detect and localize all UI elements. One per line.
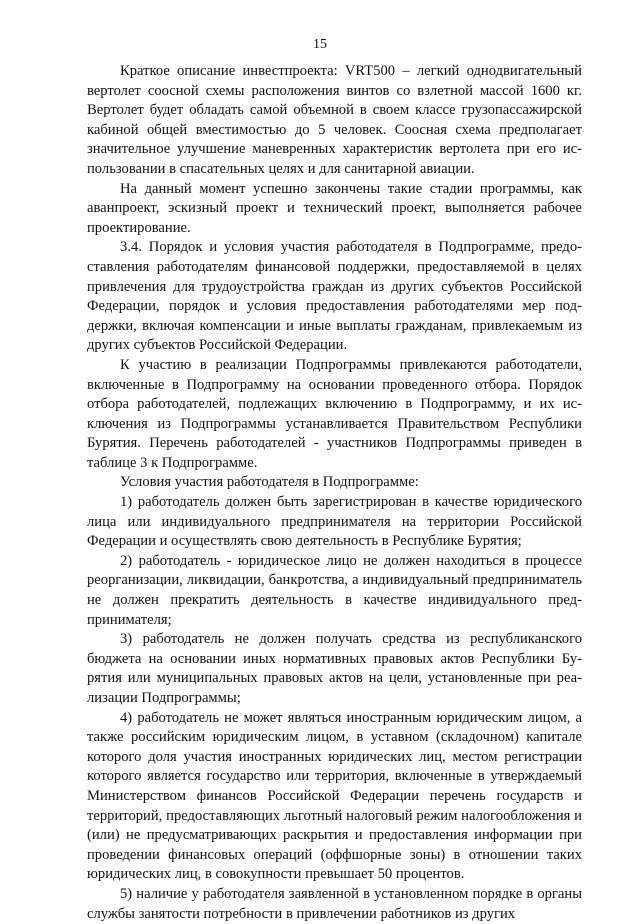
- paragraph-section-3-4: 3.4. Порядок и условия участия работодателя в Подпрограмме, предоставления работодателям финансовой поддержки, предоставляемой в целях привлечения для трудоустройства граждан из других субъектов Российской Федерации, порядок и условия предоставления работодателями мер поддержки, включая компенсации и иные выплаты гражданам, привлекаемым из других субъектов Российской Федерации.: [87, 239, 582, 354]
- paragraph-conditions-heading: Условия участия работодателя в Подпрограмме:: [120, 474, 419, 491]
- paragraph-project-description: Краткое описание инвестпроекта: VRT500 – легкий однодвигательный вертолет соосной схемы расположения винтов со взлетной массой 1600 кг. Вертолет будет обладать самой объемной в своем классе грузопассажирской кабиной общей вместимостью до 5 человек. Соосная схема предполагает значительное улучшение маневренных характеристик вертолета при его использовании в спасательных целях и для санитарной авиации.: [87, 63, 582, 177]
- paragraph-participation: К участию в реализации Подпрограммы привлекаются работодатели, включенные в Подпрограмму на основании проведенного отбора. Порядок отбора работодателей, подлежащих включению в Подпрограмму, и их исключения из Подпрограммы устанавливается Правительством Республики Бурятия. Перечень работодателей - участников Подпрограммы приведен в таблице 3 к Подпрограмме.: [87, 356, 582, 471]
- list-item-condition-5: 5) наличие у работодателя заявленной в установленном порядке в органы службы занятости потребности в привлечении работников из других: [87, 885, 582, 922]
- document-body: [87, 62, 582, 924]
- list-item-condition-4: 4) работодатель не может являться иностранным юридическим лицом, а также российским юридическим лицом, в уставном (складочном) капитале которого доля участия иностранных юридических лиц, местом регистрации которого является государство или территория, включенные в утверждаемый Министерством финансов Российской Федерации перечень государств и территорий, предоставляющих льготный налоговый режим налогообложения и (или) не предусматривающих раскрытия и предоставления информации при проведении финансовых операций (оффшорные зоны) в отношении таких юридических лиц, в совокупности превышает 50 процентов.: [87, 709, 582, 883]
- paragraph-program-stages: На данный момент успешно закончены такие стадии программы, как аванпроект, эскизный проект и технический проект, выполняется рабочее проектирование.: [87, 180, 582, 236]
- list-item-condition-1: 1) работодатель должен быть зарегистрирован в качестве юридического лица или индивидуального предпринимателя на территории Российской Федерации и осуществлять свою деятельность в Республике Бурятия;: [87, 494, 582, 550]
- list-item-condition-2: 2) работодатель - юридическое лицо не должен находиться в процессе реорганизации, ликвидации, банкротства, а индивидуальный предприниматель не должен прекратить деятельность в качестве индивидуального предпринимателя;: [87, 552, 582, 628]
- page-number: 15: [313, 37, 327, 52]
- list-item-condition-3: 3) работодатель не должен получать средства из республиканского бюджета на основании иных нормативных правовых актов Республики Бурятия или муниципальных правовых актов на цели, установленные при реализации Подпрограммы;: [87, 631, 582, 706]
